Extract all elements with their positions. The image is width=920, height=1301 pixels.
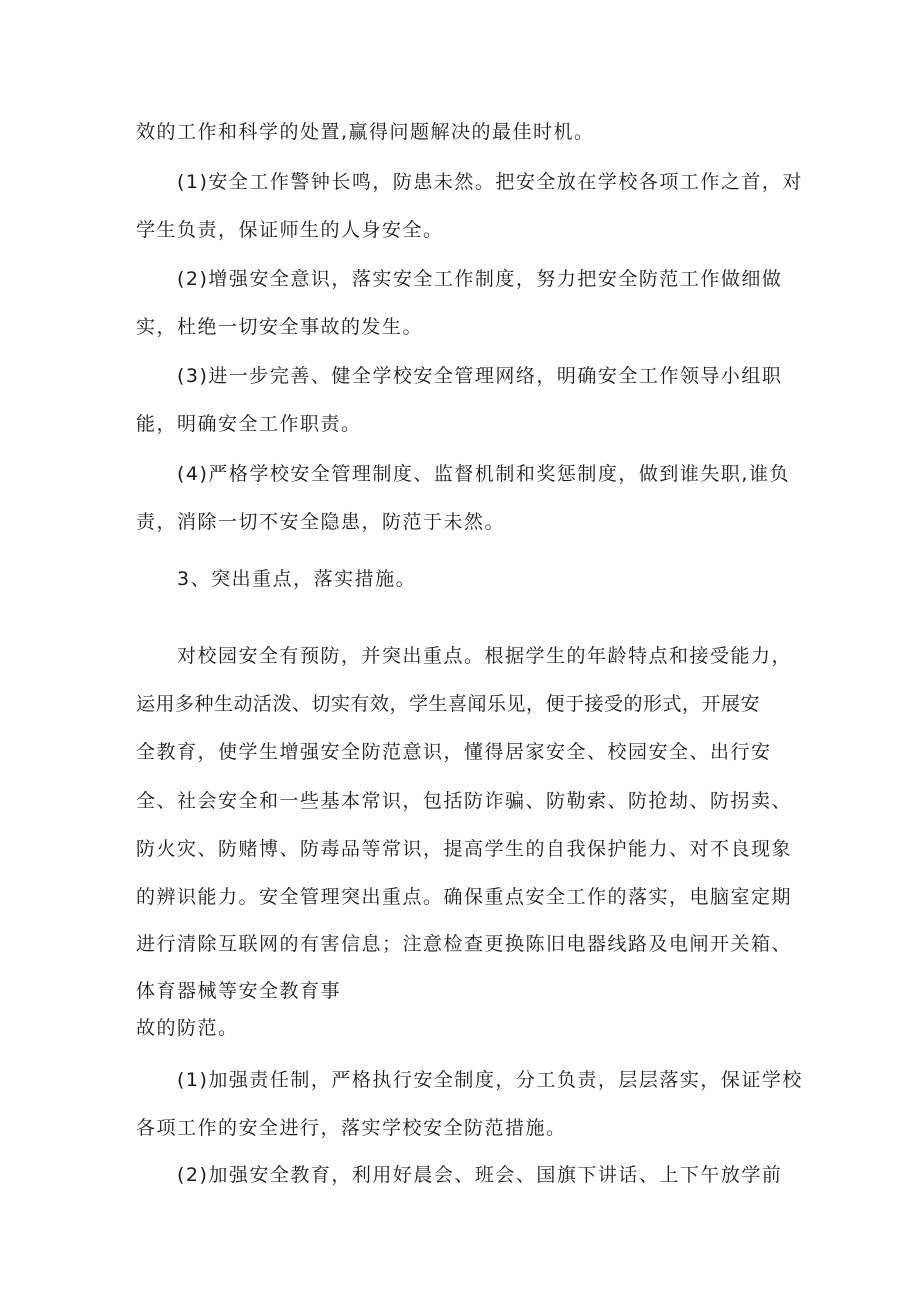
paragraph-line: 防火灾、防赌博、防毒品等常识，提高学生的自我保护能力、对不良现象: [136, 838, 793, 860]
list-item-4-line-1: (4)严格学校安全管理制度、监督机制和奖惩制度，做到谁失职,谁负: [177, 463, 790, 485]
list-item-1-line-2: 学生负责，保证师生的人身安全。: [136, 219, 444, 241]
paragraph-line: 进行清除互联网的有害信息；注意检查更换陈旧电器线路及电闸开关箱、: [136, 933, 793, 955]
list-item-4-line-2: 责，消除一切不安全隐患，防范于未然。: [136, 511, 506, 533]
paragraph-line: 全、社会安全和一些基本常识，包括防诈骗、防勒索、防抢劫、防拐卖、: [136, 790, 793, 812]
list-item-1-line-2: 各项工作的安全进行，落实学校安全防范措施。: [136, 1117, 567, 1139]
list-item-1-line-1: (1)安全工作警钟长鸣，防患未然。把安全放在学校各项工作之首，对: [177, 171, 803, 193]
paragraph-line: 的辨识能力。安全管理突出重点。确保重点安全工作的落实，电脑室定期: [136, 886, 793, 908]
list-item-3-line-2: 能，明确安全工作职责。: [136, 413, 362, 435]
paragraph-line: 运用多种生动活泼、切实有效，学生喜闻乐见，便于接受的形式，开展安: [136, 693, 761, 715]
list-item-2-line-1: (2)加强安全教育，利用好晨会、班会、国旗下讲话、上下午放学前: [177, 1164, 783, 1186]
paragraph-line: 故的防范。: [136, 1017, 239, 1039]
section-heading: 3、突出重点，落实措施。: [177, 568, 417, 590]
paragraph-line: 效的工作和科学的处置,赢得问题解决的最佳时机。: [136, 121, 595, 143]
paragraph-line: 体育器械等安全教育事: [136, 980, 342, 1002]
list-item-2-line-1: (2)增强安全意识，落实安全工作制度，努力把安全防范工作做细做: [177, 268, 783, 290]
paragraph-line: 对校园安全有预防，并突出重点。根据学生的年龄特点和接受能力，: [177, 645, 793, 667]
list-item-3-line-1: (3)进一步完善、健全学校安全管理网络，明确安全工作领导小组职: [177, 365, 783, 387]
paragraph-line: 全教育，使学生增强安全防范意识，懂得居家安全、校园安全、出行安: [136, 741, 772, 763]
list-item-1-line-1: (1)加强责任制，严格执行安全制度，分工负责，层层落实，保证学校: [177, 1069, 803, 1091]
list-item-2-line-2: 实，杜绝一切安全事故的发生。: [136, 316, 424, 338]
